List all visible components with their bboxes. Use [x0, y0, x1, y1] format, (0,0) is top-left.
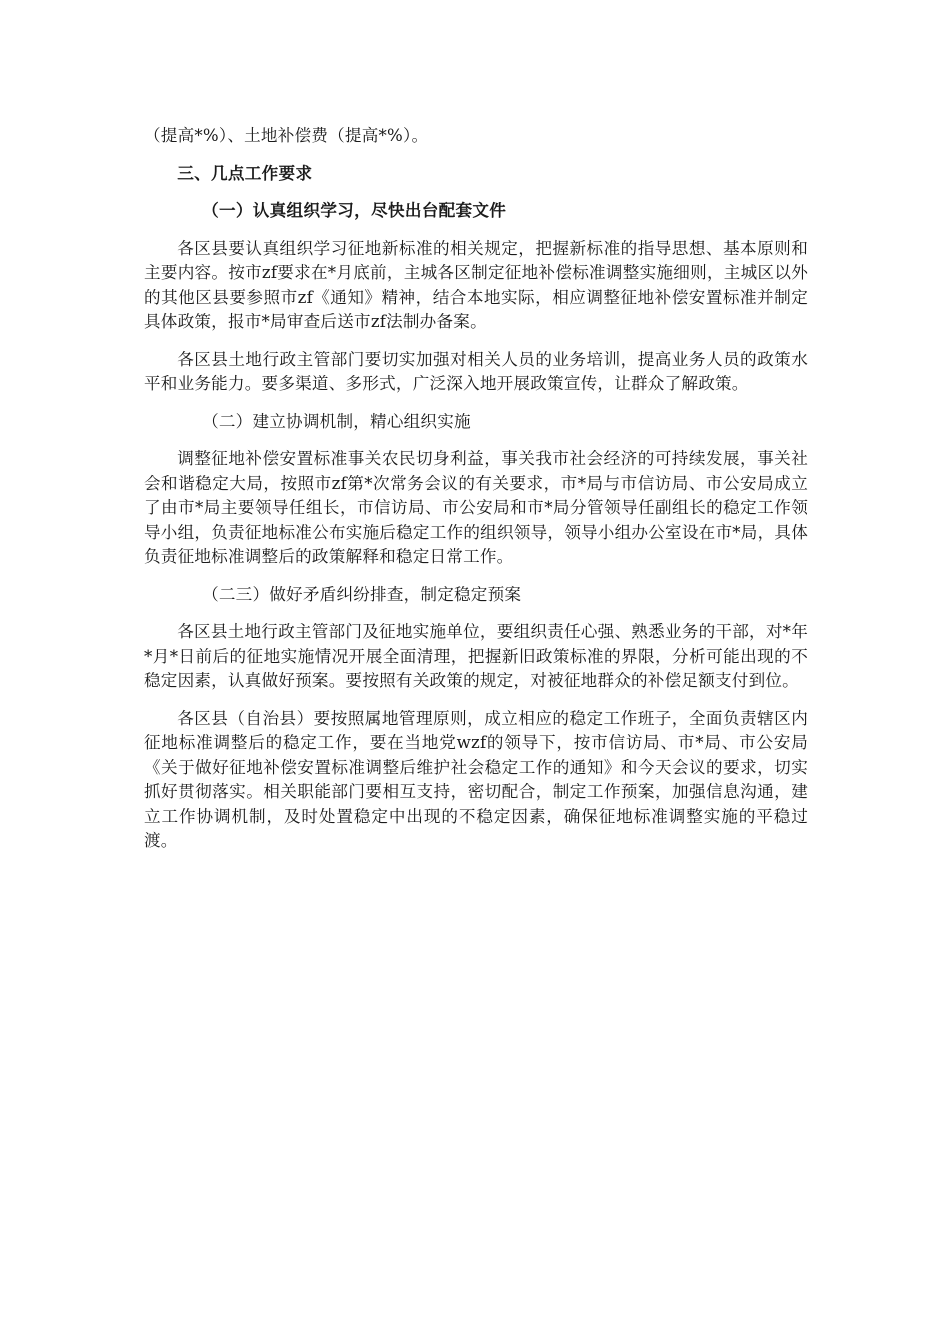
paragraph: 各区县土地行政主管部门及征地实施单位，要组织责任心强、熟悉业务的干部，对*年*月*日前后的征地实施情况开展全面清理，把握新旧政策标准的界限，分析可能出现的不稳定因素，认真做好预案。要按照有关政策的规定，对被征地群众的补偿足额支付到位。 — [144, 622, 808, 690]
document-body — [144, 124, 808, 867]
subsection-heading-2: （二）建立协调机制，精心组织实施 — [202, 411, 471, 431]
paragraph: 各区县土地行政主管部门要切实加强对相关人员的业务培训，提高业务人员的政策水平和业务能力。要多渠道、多形式，广泛深入地开展政策宣传，让群众了解政策。 — [144, 349, 808, 393]
paragraph: 各区县（自治县）要按照属地管理原则，成立相应的稳定工作班子，全面负责辖区内征地标准调整后的稳定工作，要在当地党wzf的领导下，按市信访局、市*局、市公安局《关于做好征地补偿安置标准调整后维护社会稳定工作的通知》和今天会议的要求，切实抓好贯彻落实。相关职能部门要相互支持，密切配合，制定工作预案，加强信息沟通，建立工作协调机制，及时处置稳定中出现的不稳定因素，确保征地标准调整实施的平稳过渡。 — [144, 708, 808, 850]
section-heading: 三、几点工作要求 — [177, 163, 313, 183]
opening-line: （提高*%）、土地补偿费（提高*%）。 — [144, 126, 429, 145]
subsection-heading-3: （二三）做好矛盾纠纷排查，制定稳定预案 — [202, 584, 522, 604]
paragraph: 调整征地补偿安置标准事关农民切身利益，事关我市社会经济的可持续发展，事关社会和谐稳定大局，按照市zf第*次常务会议的有关要求，市*局与市信访局、市公安局成立了由市*局主要领导任组长，市信访局、市公安局和市*局分管领导任副组长的稳定工作领导小组，负责征地标准公布实施后稳定工作的组织领导，领导小组办公室设在市*局，具体负责征地标准调整后的政策解释和稳定日常工作。 — [144, 449, 808, 566]
paragraph: 各区县要认真组织学习征地新标准的相关规定，把握新标准的指导思想、基本原则和主要内容。按市zf要求在*月底前，主城各区制定征地补偿标准调整实施细则，主城区以外的其他区县要参照市zf《通知》精神，结合本地实际，相应调整征地补偿安置标准并制定具体政策，报市*局审查后送市zf法制办备案。 — [144, 238, 808, 331]
subsection-heading-1: （一）认真组织学习，尽快出台配套文件 — [202, 201, 507, 220]
